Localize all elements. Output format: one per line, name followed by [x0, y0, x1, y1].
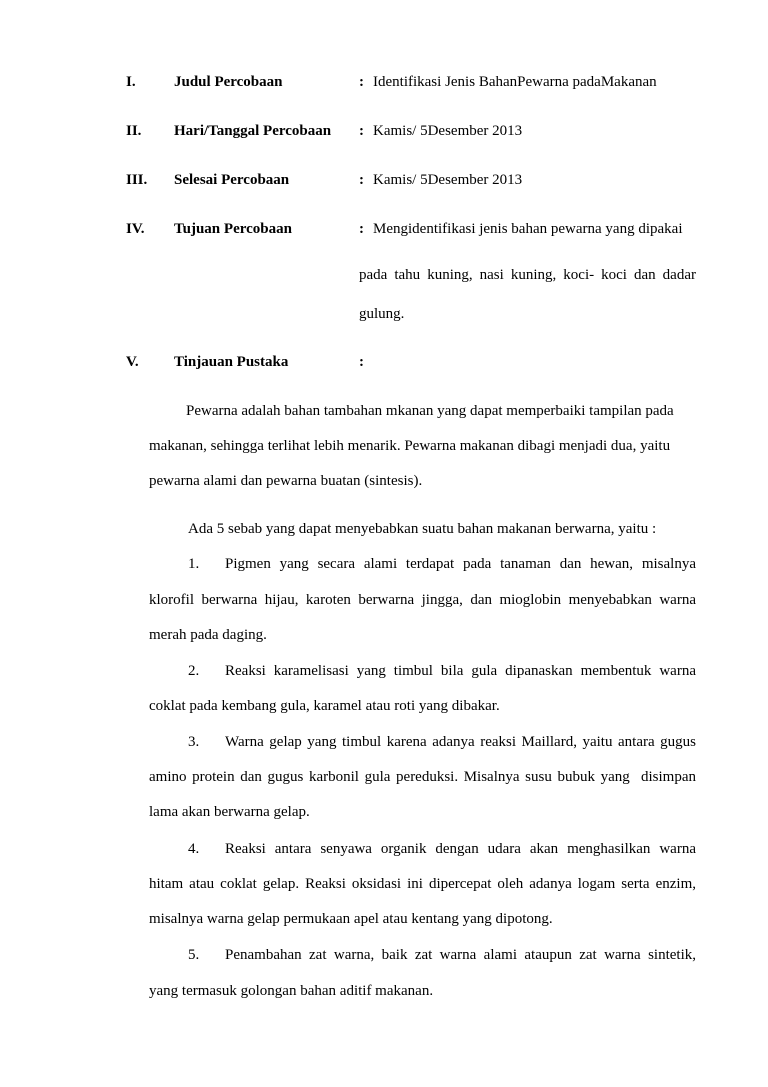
- list-number: 2.: [188, 663, 200, 679]
- list-number: 3.: [188, 734, 200, 750]
- list-text: Reaksi antara senyawa organik dengan udara akan menghasilkan warna: [225, 841, 696, 857]
- section-label: Judul Percobaan: [174, 74, 283, 90]
- section-label: Selesai Percobaan: [174, 172, 290, 188]
- paragraph-text: pewarna alami dan pewarna buatan (sintesis).: [149, 473, 423, 489]
- list-item-cont: [0, 912, 768, 932]
- list-item: [0, 842, 768, 862]
- paragraph-text: makanan, sehingga terlihat lebih menarik. Pewarna makanan dibagi menjadi dua, yaitu: [149, 438, 671, 454]
- list-item-cont: [0, 593, 768, 613]
- list-number: 4.: [188, 841, 200, 857]
- paragraph-line: [0, 439, 768, 459]
- section-value: Mengidentifikasi jenis bahan pewarna yang dipakai: [373, 221, 683, 237]
- section-value: Identifikasi Jenis BahanPewarna padaMakanan: [373, 74, 657, 90]
- header-row-tujuan-cont: [0, 268, 768, 288]
- header-row-tinjauan: [0, 355, 768, 375]
- section-colon: :: [359, 221, 364, 237]
- list-text: Warna gelap yang timbul karena adanya reaksi Maillard, yaitu antara gugus: [225, 734, 696, 750]
- section-value: Kamis/ 5Desember 2013: [373, 123, 523, 139]
- header-row-tanggal: [0, 124, 768, 144]
- section-colon: :: [359, 172, 364, 188]
- list-text: Penambahan zat warna, baik zat warna alami ataupun zat warna sintetik,: [225, 947, 696, 963]
- list-number: 1.: [188, 556, 200, 572]
- section-value-continuation: pada tahu kuning, nasi kuning, koci- koci dan dadar: [359, 267, 696, 283]
- header-row-selesai: [0, 173, 768, 193]
- list-text: yang termasuk golongan bahan aditif makanan.: [149, 983, 434, 999]
- list-item: [0, 664, 768, 684]
- list-text: Pigmen yang secara alami terdapat pada tanaman dan hewan, misalnya: [225, 556, 696, 572]
- list-text: hitam atau coklat gelap. Reaksi oksidasi ini dipercepat oleh adanya logam serta enzim,: [149, 876, 696, 892]
- section-label: Hari/Tanggal Percobaan: [174, 123, 332, 139]
- list-number: 5.: [188, 947, 200, 963]
- section-number: III.: [126, 172, 148, 188]
- list-intro: [0, 522, 768, 542]
- list-text: amino protein dan gugus karbonil gula pereduksi. Misalnya susu bubuk yang disimpan: [149, 769, 696, 785]
- section-label: Tujuan Percobaan: [174, 221, 292, 237]
- section-value-continuation: gulung.: [359, 306, 405, 322]
- list-item-cont: [0, 877, 768, 897]
- list-item-cont: [0, 628, 768, 648]
- section-number: II.: [126, 123, 142, 139]
- section-label: Tinjauan Pustaka: [174, 354, 289, 370]
- list-text: merah pada daging.: [149, 627, 267, 643]
- section-colon: :: [359, 123, 364, 139]
- list-item: [0, 735, 768, 755]
- list-item: [0, 557, 768, 577]
- list-text: Reaksi karamelisasi yang timbul bila gula dipanaskan membentuk warna: [225, 663, 696, 679]
- section-value: Kamis/ 5Desember 2013: [373, 172, 523, 188]
- list-item-cont: [0, 770, 768, 790]
- section-number: I.: [126, 74, 136, 90]
- paragraph-text: Pewarna adalah bahan tambahan mkanan yang dapat memperbaiki tampilan pada: [186, 403, 674, 419]
- list-text: coklat pada kembang gula, karamel atau roti yang dibakar.: [149, 698, 500, 714]
- header-row-tujuan-cont: [0, 307, 768, 327]
- list-text: klorofil berwarna hijau, karoten berwarna jingga, dan mioglobin menyebabkan warna: [149, 592, 696, 608]
- list-item-cont: [0, 699, 768, 719]
- list-item: [0, 948, 768, 968]
- paragraph-line: [0, 474, 768, 494]
- list-item-cont: [0, 805, 768, 825]
- list-item-cont: [0, 984, 768, 1004]
- header-row-judul: [0, 75, 768, 95]
- section-colon: :: [359, 74, 364, 90]
- section-number: IV.: [126, 221, 145, 237]
- list-text: lama akan berwarna gelap.: [149, 804, 310, 820]
- paragraph-line: [0, 404, 768, 424]
- section-number: V.: [126, 354, 139, 370]
- intro-text: Ada 5 sebab yang dapat menyebabkan suatu bahan makanan berwarna, yaitu :: [188, 521, 657, 537]
- header-row-tujuan: [0, 222, 768, 242]
- list-text: misalnya warna gelap permukaan apel atau kentang yang dipotong.: [149, 911, 553, 927]
- section-colon: :: [359, 354, 364, 370]
